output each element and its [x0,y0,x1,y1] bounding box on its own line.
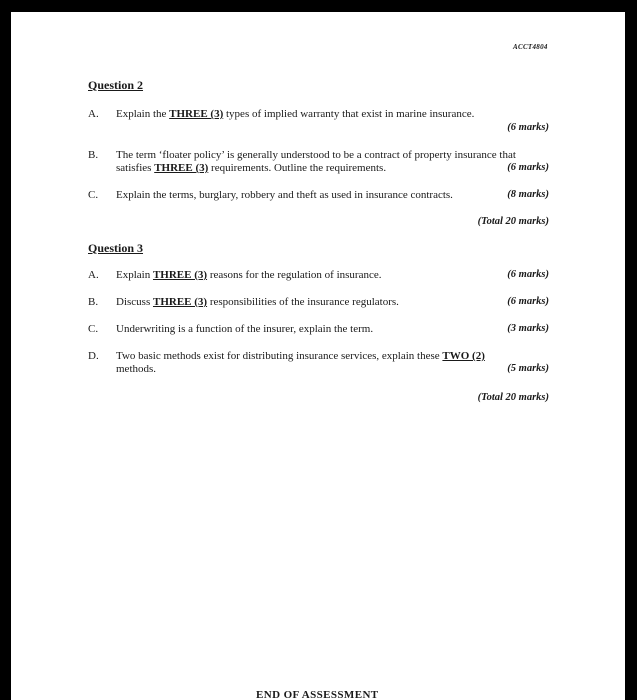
q2-b-line1: The term ‘floater policy’ is generally understood to be a contract of property insurance that [116,149,516,161]
q3-a-text-pre: Explain [116,269,153,281]
q3-b-keyword: THREE (3) [152,296,208,308]
q3-c-letter: C. [88,323,99,335]
q2-b-letter: B. [88,149,99,161]
q3-d-marks: (5 marks) [507,363,549,374]
q2-a-text-post: types of implied warranty that exist in marine insurance. [223,108,475,120]
q3-total: (Total 20 marks) [477,392,549,403]
q3-d-letter: D. [88,350,99,362]
q3-a-keyword: THREE (3) [152,269,208,281]
q3-b-text [116,296,399,308]
q2-b-marks: (6 marks) [507,162,549,173]
q2-b-text-post: requirements. Outline the requirements. [208,162,387,174]
q3-c-marks: (3 marks) [507,323,549,334]
q2-total: (Total 20 marks) [477,216,549,227]
q2-c-text: Explain the terms, burglary, robbery and theft as used in insurance contracts. [116,189,453,201]
q2-c-marks: (8 marks) [507,189,549,200]
q2-a-letter: A. [88,108,99,120]
q2-a-keyword: THREE (3) [169,108,224,120]
q3-d-text-pre: Two basic methods exist for distributing insurance services, explain these [116,350,443,362]
q3-d-line1 [116,350,485,362]
q3-d-line2: methods. [116,363,157,375]
q3-a-text-post: reasons for the regulation of insurance. [207,269,382,281]
end-of-assessment: END OF ASSESSMENT [256,689,379,700]
q3-c-text: Underwriting is a function of the insurer, explain the term. [116,323,374,335]
q2-b-keyword: THREE (3) [154,162,209,174]
exam-page [11,12,625,700]
q3-a-text [116,269,381,281]
question-3-heading: Question 3 [88,241,144,255]
course-code: ACCT4804 [513,43,548,51]
q3-d-keyword: TWO (2) [442,350,485,362]
q2-c-letter: C. [88,189,99,201]
q3-b-text-post: responsibilities of the insurance regulators. [207,296,399,308]
q2-a-marks: (6 marks) [507,122,549,133]
q3-b-letter: B. [88,296,99,308]
q3-a-marks: (6 marks) [507,269,549,280]
q2-b-line2 [116,162,386,174]
q2-b-text-pre: satisfies [116,162,155,174]
q2-a-text-pre: Explain the [116,108,170,120]
q3-b-marks: (6 marks) [507,296,549,307]
q2-a-text [116,108,474,120]
q3-b-text-pre: Discuss [116,296,153,308]
q3-a-letter: A. [88,269,99,281]
question-2-heading: Question 2 [88,78,144,92]
